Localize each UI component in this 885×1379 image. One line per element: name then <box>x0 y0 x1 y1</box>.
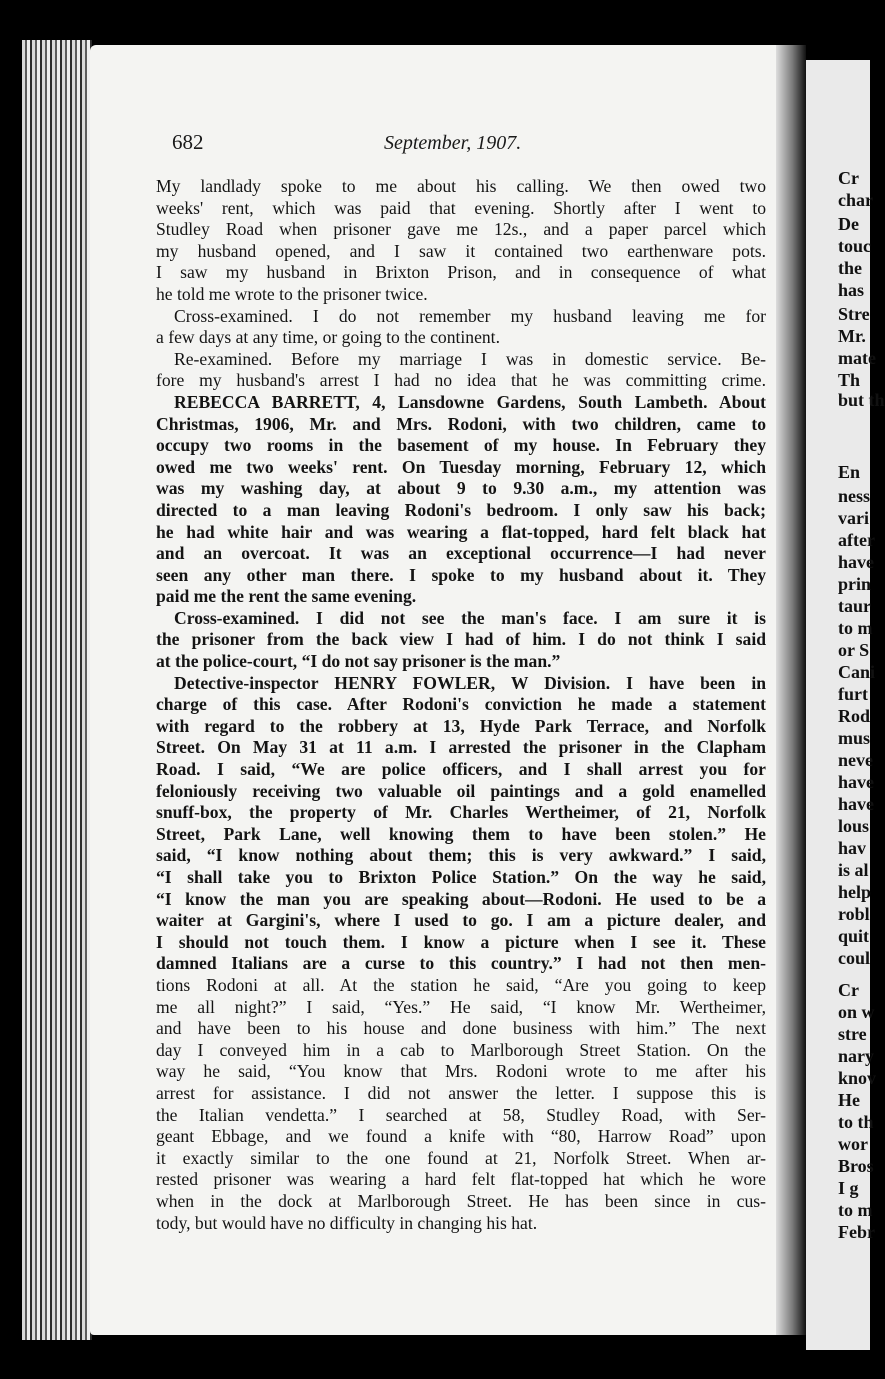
facing-page-fragment: En <box>838 462 861 482</box>
text-line: Studley Road when prisoner gave me 12s., and a paper parcel which <box>156 219 766 240</box>
text-line: weeks' rent, which was paid that evening. Shortly after I went to <box>156 197 766 218</box>
text-line: seen any other man there. I spoke to my husband about it. They <box>156 564 766 585</box>
text-line: said, “I know nothing about them; this is very awkward.” I said, <box>156 845 766 866</box>
facing-page-fragment: vari <box>838 508 869 528</box>
text-line: owed me two weeks' rent. On Tuesday morning, February 12, which <box>156 456 766 477</box>
facing-page-fragment: ness <box>838 486 871 506</box>
facing-page-fragment: touc <box>838 236 871 256</box>
page-header <box>172 130 772 160</box>
text-line: paid me the rent the same evening. <box>156 586 417 607</box>
text-line: me all night?” I said, “Yes.” He said, “I know Mr. Wertheimer, <box>156 996 766 1017</box>
facing-page-fragment: mus <box>838 728 871 748</box>
text-line: Re-examined. Before my marriage I was in domestic service. Be- <box>174 348 766 369</box>
running-head <box>384 132 521 155</box>
text-line: rested prisoner was wearing a hard felt flat-topped hat which he wore <box>156 1169 766 1190</box>
facing-page-fragment: neve <box>838 750 873 770</box>
text-line: My landlady spoke to me about his calling. We then owed two <box>156 176 766 196</box>
text-line: Christmas, 1906, Mr. and Mrs. Rodoni, with two children, came to <box>156 413 766 434</box>
facing-page-fragment: taur <box>838 596 871 616</box>
facing-page-fragment: Th <box>838 370 861 390</box>
facing-page-fragment: Rod <box>838 706 871 726</box>
text-line: way he said, “You know that Mrs. Rodoni wrote to me after his <box>156 1061 766 1082</box>
facing-page-fragment: hav <box>838 838 867 858</box>
text-line: at the police-court, “I do not say prisoner is the man.” <box>156 651 561 672</box>
text-line: “I shall take you to Brixton Police Station.” On the way he said, <box>156 867 766 887</box>
facing-page-fragment: has <box>838 280 865 300</box>
facing-page-fragment: knov <box>838 1068 877 1088</box>
book-gutter <box>776 45 806 1335</box>
text-line: he told me wrote to the prisoner twice. <box>156 283 428 304</box>
body-text <box>156 176 766 1234</box>
facing-page-fragment: mate <box>838 348 876 368</box>
text-line: and have been to his house and done business with him.” The next <box>156 1018 766 1039</box>
text-line: Detective-inspector HENRY FOWLER, W Division. I have been in <box>174 672 766 693</box>
text-line: waiter at Gargini's, where I used to go. I am a picture dealer, and <box>156 910 766 931</box>
text-line: REBECCA BARRETT, 4, Lansdowne Gardens, South Lambeth. About <box>174 391 766 412</box>
facing-page-fragment: is al <box>838 860 869 880</box>
text-line: directed to a man leaving Rodoni's bedroom. I only saw his back; <box>156 499 766 520</box>
facing-page-fragment: to th <box>838 1112 874 1132</box>
text-line: day I conveyed him in a cab to Marlborough Street Station. On the <box>156 1039 766 1060</box>
facing-page-fragment: Stre <box>838 304 870 324</box>
facing-page-fragment: stre <box>838 1024 867 1044</box>
page-edges <box>22 40 92 1340</box>
facing-page <box>806 60 885 1350</box>
facing-page-fragment: coul <box>838 948 871 968</box>
facing-page-fragment: or S <box>838 640 870 660</box>
facing-page-fragment: He <box>838 1090 860 1110</box>
text-line: it exactly similar to the one found at 21, Norfolk Street. When ar- <box>156 1147 766 1168</box>
facing-page-fragment: have <box>838 552 874 572</box>
facing-page-fragment: help <box>838 882 872 902</box>
facing-page-fragment: Bros <box>838 1156 874 1176</box>
facing-page-fragment: I g <box>838 1178 859 1198</box>
facing-page-fragment: robl <box>838 904 870 924</box>
text-line: charge of this case. After Rodoni's conviction he made a statement <box>156 694 766 715</box>
text-line: damned Italians are a curse to this country.” I had not then men- <box>156 953 766 974</box>
facing-page-fragment: on w <box>838 1002 875 1022</box>
text-line: Cross-examined. I do not remember my husband leaving me for <box>174 305 766 326</box>
facing-page-fragment: but th <box>838 390 885 410</box>
text-line: geant Ebbage, and we found a knife with “80, Harrow Road” upon <box>156 1126 766 1147</box>
text-line: Street. On May 31 at 11 a.m. I arrested the prisoner in the Clapham <box>156 737 766 758</box>
text-line: when in the dock at Marlborough Street. He has been since in cus- <box>156 1190 766 1211</box>
running-head-text: September, 1907. <box>384 132 522 154</box>
facing-page-fragment: to m <box>838 1200 873 1220</box>
facing-page-fragment: Mr. <box>838 326 866 346</box>
text-line: with regard to the robbery at 13, Hyde Park Terrace, and Norfolk <box>156 715 766 736</box>
text-line: tions Rodoni at all. At the station he said, “Are you going to keep <box>156 974 766 995</box>
text-line: snuff-box, the property of Mr. Charles Wertheimer, of 21, Norfolk <box>156 802 766 823</box>
facing-page-fragment: Cani <box>838 662 876 682</box>
text-line: I should not touch them. I know a picture when I see it. These <box>156 931 766 952</box>
text-line: fore my husband's arrest I had no idea that he was committing crime. <box>156 370 766 391</box>
text-line: Cross-examined. I did not see the man's face. I am sure it is <box>174 607 766 628</box>
facing-page-fragment: nary <box>838 1046 874 1066</box>
text-line: the prisoner from the back view I had of him. I do not think I said <box>156 629 766 650</box>
text-line: “I know the man you are speaking about—Rodoni. He used to be a <box>156 888 766 909</box>
text-line: arrest for assistance. I did not answer the letter. I suppose this is <box>156 1082 766 1103</box>
text-line: was my washing day, at about 9 to 9.30 a.m., my attention was <box>156 478 766 499</box>
facing-page-fragment: prin <box>838 574 872 594</box>
facing-page-fragment: Cr <box>838 980 859 1000</box>
facing-page-fragment: have <box>838 772 874 792</box>
text-line: feloniously receiving two valuable oil paintings and a gold enamelled <box>156 780 766 801</box>
text-line: a few days at any time, or going to the continent. <box>156 327 500 348</box>
text-line: and an overcoat. It was an exceptional occurrence—I had never <box>156 543 766 564</box>
facing-page-fragment: have <box>838 794 874 814</box>
facing-page-fragment: wor <box>838 1134 868 1154</box>
facing-page-fragment: De <box>838 214 859 234</box>
text-line: he had white hair and was wearing a flat-topped, hard felt black hat <box>156 521 766 542</box>
facing-page-fragment: Febr <box>838 1222 875 1242</box>
facing-page-fragment: the <box>838 258 862 278</box>
facing-page-fragment: furt <box>838 684 868 704</box>
text-line: Road. I said, “We are police officers, and I shall arrest you for <box>156 759 766 780</box>
page-number: 682 <box>172 130 204 154</box>
text-line: I saw my husband in Brixton Prison, and in consequence of what <box>156 262 766 283</box>
text-line: the Italian vendetta.” I searched at 58, Studley Road, with Ser- <box>156 1104 766 1125</box>
text-line: Street, Park Lane, well knowing them to have been stolen.” He <box>156 823 766 844</box>
text-line: occupy two rooms in the basement of my house. In February they <box>156 435 766 456</box>
facing-page-fragment: after <box>838 530 875 550</box>
text-line: my husband opened, and I saw it contained two earthenware pots. <box>156 240 766 261</box>
facing-page-fragment: Cr <box>838 168 859 188</box>
facing-page-fragment: to m <box>838 618 873 638</box>
text-line: tody, but would have no difficulty in changing his hat. <box>156 1212 538 1233</box>
facing-page-fragment: quit <box>838 926 870 946</box>
facing-page-fragment: char <box>838 190 873 210</box>
facing-page-fragment: lous <box>838 816 870 836</box>
